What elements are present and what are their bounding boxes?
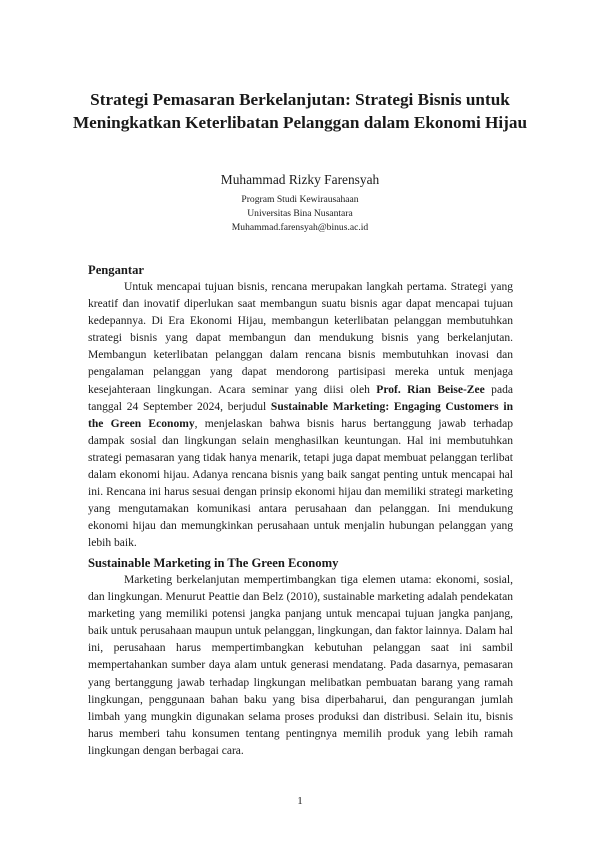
- event-title: Sustainable Marketing: Engaging Customers in the Green Economy: [88, 400, 513, 430]
- section-pengantar: [88, 262, 513, 553]
- page-number: 1: [297, 795, 303, 807]
- paper-title: Strategi Pemasaran Berkelanjutan: Strategi Bisnis untuk Meningkatkan Keterlibatan Pelanggan dalam Ekonomi Hijau: [72, 90, 528, 132]
- author-university: Universitas Bina Nusantara: [247, 208, 353, 219]
- author-program: Program Studi Kewirausahaan: [241, 194, 359, 205]
- paragraph-text: pada tanggal 24 September 2024, berjudul: [88, 383, 513, 413]
- author-email: Muhammad.farensyah@binus.ac.id: [231, 222, 369, 233]
- section-paragraph: [88, 279, 513, 553]
- section-paragraph: Marketing berkelanjutan mempertimbangkan tiga elemen utama: ekonomi, sosial, dan lingkungan. Menurut Peattie dan Belz (2010), sustainable marketing adalah pendekatan marketing yang memiliki potensi jangka panjang untuk mencapai tujuan jangka panjang, baik untuk perusahaan maupun untuk pelanggan, lingkungan, dan faktor lainnya. Dalam hal ini, perusahaan harus mempertimbangkan kebutuhan pelanggan saat ini sambil mempertahankan sumber daya alam untuk generasi mendatang. Pada dasarnya, pemasaran yang bertanggung jawab terhadap lingkungan melibatkan pembuatan barang yang ramah lingkungan, penggunaan bahan baku yang bisa diperbaharui, dan pengurangan jumlah limbah yang mungkin digunakan selama proses produksi dan distribusi. Selain itu, bisnis harus memberi tahu konsumen tentang pentingnya memilih produk yang lebih ramah lingkungan dengan berbagai cara.: [88, 574, 513, 757]
- author-affiliation: [0, 193, 600, 235]
- paragraph-text: Untuk mencapai tujuan bisnis, rencana merupakan langkah pertama. Strategi yang kreatif dan inovatif diperlukan saat membangun suatu bisnis agar dapat mencapai tujuan kedepannya. Di Era Ekonomi Hijau, membangun keterlibatan pelanggan membutuhkan strategi bisnis yang dapat membangun dan mendukung bisnis yang berkelanjutan. Membangun keterlibatan pelanggan dalam rencana bisnis membutuhkan inovasi dan pengalaman pelanggan yang dapat mendorong partisipasi mereka untuk menjaga kesejahteraan lingkungan. Acara seminar yang diisi oleh: [88, 281, 513, 396]
- section-heading: Sustainable Marketing in The Green Economy: [88, 556, 339, 570]
- author-name: Muhammad Rizky Farensyah: [220, 172, 380, 187]
- section-heading: Pengantar: [88, 263, 144, 277]
- speaker-name: Prof. Rian Beise-Zee: [376, 383, 485, 396]
- paragraph-text: , menjelaskan bahwa bisnis harus bertanggung jawab terhadap dampak sosial dan lingkungan selain menghasilkan keuntungan. Hal ini membutuhkan strategi pemasaran yang tidak hanya menarik, tetapi juga dapat membuat pelanggan terlibat dalam ekonomi hijau. Adanya rencana bisnis yang baik sangat penting untuk mencapai hal ini. Rencana ini harus sesuai dengan prinsip ekonomi hijau dan memiliki strategi marketing yang mengutamakan komunikasi antara perusahaan dan pelanggan. Ini mendukung ekonomi hijau dan memungkinkan perusahaan untuk menjalin hubungan pelanggan yang lebih baik.: [88, 417, 513, 550]
- section-sustainable-marketing: [88, 555, 513, 760]
